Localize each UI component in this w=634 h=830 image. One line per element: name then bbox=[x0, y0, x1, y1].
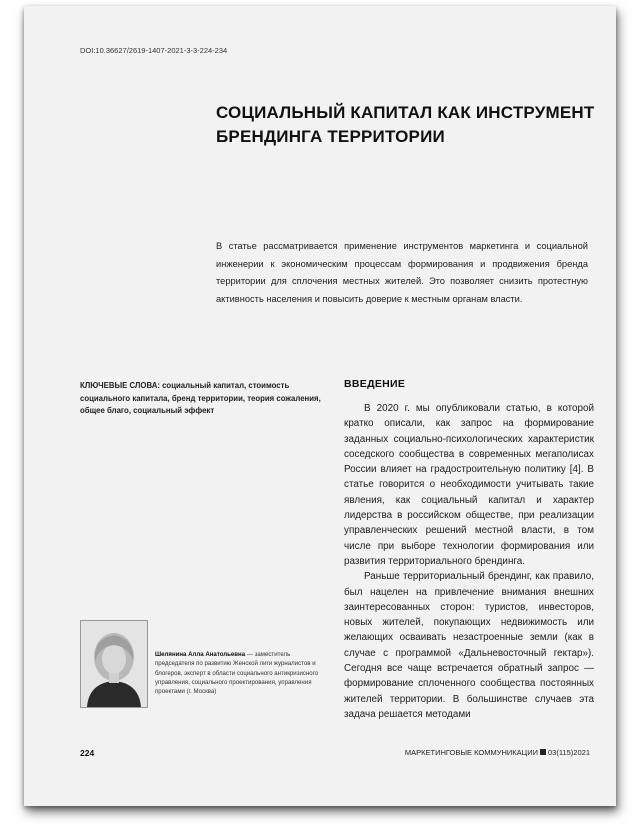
author-bio: — заместитель председателя по развитию Женской лиги журналистов и блогеров, эксперт в области социального антикризисного управления, социального проектирования, управления проектами (г. Москва) bbox=[155, 651, 319, 696]
page-number: 224 bbox=[80, 748, 95, 758]
keywords-label: КЛЮЧЕВЫЕ СЛОВА: bbox=[80, 381, 160, 390]
square-separator-icon bbox=[540, 749, 546, 755]
article-title bbox=[216, 101, 596, 149]
abstract: В статье рассматривается применение инструментов маркетинга и социальной инженерии к экономическим процессам формирования и продвижения бренда территории для сплочения местных жителей. Это позволяет снизить протестную активность населения и повысить доверие к местным органам власти. bbox=[216, 241, 588, 304]
journal-page bbox=[24, 6, 616, 806]
paragraph-2: Раньше территориальный брендинг, как правило, был нацелен на привлечение внимания внешних заинтересованных сторон: туристов, инвесторов, новых жителей, покупающих недвижимость или желающих осваивать незастроенные земли (как в случае с программой «Дальневосточный гектар»). Сегодня все чаще встречается обратный запрос — формирование сплоченного сообщества постоянных жителей территории. В большинстве случаев эта задача решается методами bbox=[344, 571, 594, 720]
author-portrait-image bbox=[81, 621, 147, 707]
keywords-text: социальный капитал, стоимость социального капитала, бренд территории, теория сожаления, общее благо, социальный эффект bbox=[80, 381, 321, 415]
paragraph-1: В 2020 г. мы опубликовали статью, в которой кратко описали, как запрос на формирование заданных социально-психологических характеристик соседского сообщества в современных мегаполисах России влияет на градостроительную политику [4]. В статье говорится о необходимости учитывать такие явления, как социальный капитал и характер лидерства в российском обществе, при реализации управленческих решений местной власти, в том числе при выборе технологии формирования или развития территориального брендинга. bbox=[344, 403, 594, 567]
journal-issue: 03(115)2021 bbox=[548, 748, 590, 757]
title-line-1: СОЦИАЛЬНЫЙ КАПИТАЛ КАК ИНСТРУМЕНТ bbox=[216, 103, 595, 122]
keywords-block bbox=[80, 380, 330, 418]
section-heading: ВВЕДЕНИЕ bbox=[344, 378, 406, 390]
author-info bbox=[155, 650, 327, 696]
journal-name: МАРКЕТИНГОВЫЕ КОММУНИКАЦИИ bbox=[404, 748, 539, 757]
footer-journal bbox=[405, 748, 590, 757]
body-text bbox=[344, 401, 594, 722]
doi-line: DOI:10.36627/2619-1407-2021-3-3-224-234 bbox=[80, 46, 228, 55]
author-name: Шелянина Алла Анатольевна bbox=[155, 651, 246, 658]
author-photo bbox=[80, 620, 148, 708]
title-line-2: БРЕНДИНГА ТЕРРИТОРИИ bbox=[216, 127, 445, 146]
